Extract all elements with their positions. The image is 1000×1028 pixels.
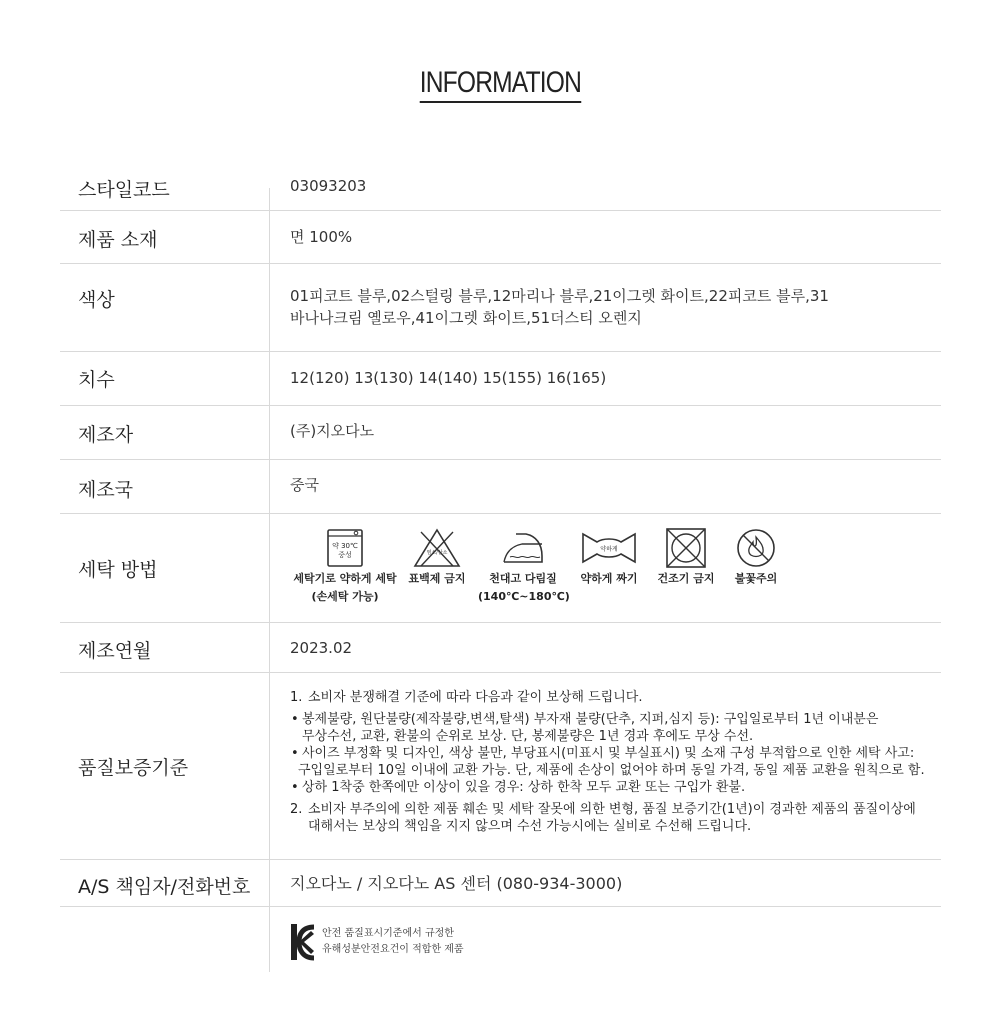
wring-gently-icon (579, 528, 639, 568)
row-size (60, 352, 941, 406)
no-bleach-icon (412, 528, 462, 568)
kc-certification (290, 923, 464, 967)
quality-item-1-text: 소비자 분쟁해결 기준에 따라 다음과 같이 보상해 드립니다. (308, 690, 643, 705)
quality-item-2-line2: 대해서는 보상의 책임을 지지 않으며 수선 가능시에는 실비로 수선해 드립니다. (308, 819, 752, 834)
row-style-code (60, 162, 941, 211)
quality-bullet-2-line1: 사이즈 부정확 및 디자인, 색상 불만, 부당표시(미표시 및 부실표시) 및 소재 구성 부적합으로 인한 세탁 사고: (302, 746, 915, 761)
bullet-icon: • (291, 746, 299, 761)
wash-caption: 천대고 다림질 (489, 572, 557, 585)
size-label: 치수 (78, 369, 115, 391)
quality-bullet-2-line2: 구입일로부터 10일 이내에 교환 가능. 단, 제품에 손상이 없어야 하며 동일 가격, 동일 제품 교환을 원칙으로 함. (298, 763, 925, 778)
row-country (60, 460, 941, 514)
machine-wash-temp: 약 30℃ (332, 542, 358, 550)
quality-bullet-1-line2: 무상수선, 교환, 환불의 순위로 보상. 단, 봉제불량은 1년 경과 후에도 무상 수선. (302, 729, 754, 744)
kc-text-line1: 안전 품질표시기준에서 규정한 (322, 928, 454, 939)
maker-value: (주)지오다노 (290, 422, 375, 440)
machine-wash-neutral: 중성 (338, 551, 352, 559)
quality-item-2-num: 2. (290, 802, 303, 817)
row-kc-mark (60, 907, 941, 977)
material-label: 제품 소재 (78, 229, 158, 251)
quality-item-2 (290, 801, 925, 835)
wash-item-bleach (405, 528, 469, 586)
bleach-text: 염소/산소 (426, 550, 448, 556)
kc-text (322, 926, 464, 958)
color-value (290, 285, 829, 329)
wash-item-dryer (654, 528, 718, 586)
kc-mark-icon (290, 923, 316, 963)
color-value-line2: 바나나크림 옐로우,41이그렛 화이트,51더스티 오렌지 (290, 309, 642, 327)
quality-item-1-num: 1. (290, 690, 303, 705)
iron-icon (498, 528, 548, 568)
kc-text-line2: 유해성분안전요건이 적합한 제품 (322, 944, 464, 955)
wash-caption-sub: (손세탁 가능) (311, 590, 379, 603)
row-maker (60, 406, 941, 460)
row-wash (60, 514, 941, 623)
wash-label: 세탁 방법 (78, 559, 158, 581)
wash-caption: 약하게 짜기 (580, 572, 638, 585)
quality-bullet-1-line1: 봉제불량, 원단불량(제작불량,변색,탈색) 부자재 불량(단추, 지퍼,심지 등): 구입일로부터 1년 이내분은 (302, 712, 879, 727)
row-material (60, 211, 941, 264)
wash-caption: 불꽃주의 (734, 572, 778, 585)
title-wrap (0, 66, 1000, 103)
machine-wash-icon (325, 528, 365, 568)
quality-bullet-3 (290, 779, 925, 796)
size-value: 12(120) 13(130) 14(140) 15(155) 16(165) (290, 369, 607, 387)
material-value: 면 100% (290, 228, 353, 246)
row-quality (60, 673, 941, 860)
country-value: 중국 (290, 476, 319, 494)
quality-bullet-1 (290, 711, 925, 745)
info-table (60, 162, 941, 977)
wash-caption: 세탁기로 약하게 세탁 (293, 572, 397, 585)
quality-item-1 (290, 689, 925, 706)
wash-caption-sub: (140℃~180℃) (478, 590, 570, 603)
row-color (60, 264, 941, 352)
wash-item-iron (478, 528, 568, 604)
bullet-icon: • (291, 712, 299, 727)
row-as-contact (60, 860, 941, 907)
quality-item-2-line1: 소비자 부주의에 의한 제품 훼손 및 세탁 잘못에 의한 변형, 품질 보증기간(1년)이 경과한 제품의 품질이상에 (308, 802, 916, 817)
quality-bullet-2 (290, 745, 925, 779)
wash-caption: 건조기 금지 (657, 572, 715, 585)
color-label: 색상 (78, 289, 115, 311)
no-tumble-dry-icon (664, 528, 708, 568)
quality-text (290, 689, 925, 835)
date-value: 2023.02 (290, 639, 353, 657)
page-title: INFORMATION (419, 66, 580, 103)
wash-caption: 표백제 금지 (408, 572, 466, 585)
wash-item-fire (726, 528, 786, 586)
as-value: 지오다노 / 지오다노 AS 센터 (080-934-3000) (290, 874, 623, 893)
wring-text: 약하게 (600, 546, 618, 553)
style-code-label: 스타일코드 (78, 179, 170, 201)
wash-item-machine (290, 528, 400, 604)
row-manufacture-date (60, 623, 941, 673)
date-label: 제조연월 (78, 640, 152, 662)
color-value-line1: 01피코트 블루,02스털링 블루,12마리나 블루,21이그렛 화이트,22피코트 블루,31 (290, 287, 829, 305)
wash-item-wring (574, 528, 644, 586)
maker-label: 제조자 (78, 424, 134, 446)
wash-icons (290, 528, 790, 618)
style-code-value: 03093203 (290, 177, 367, 195)
country-label: 제조국 (78, 479, 134, 501)
quality-bullet-3-line1: 상하 1착중 한쪽에만 이상이 있을 경우: 상하 한착 모두 교환 또는 구입가 환불. (302, 780, 746, 795)
quality-label: 품질보증기준 (78, 757, 189, 779)
fire-caution-icon (734, 528, 778, 568)
bullet-icon: • (291, 780, 299, 795)
as-label: A/S 책임자/전화번호 (78, 876, 251, 898)
